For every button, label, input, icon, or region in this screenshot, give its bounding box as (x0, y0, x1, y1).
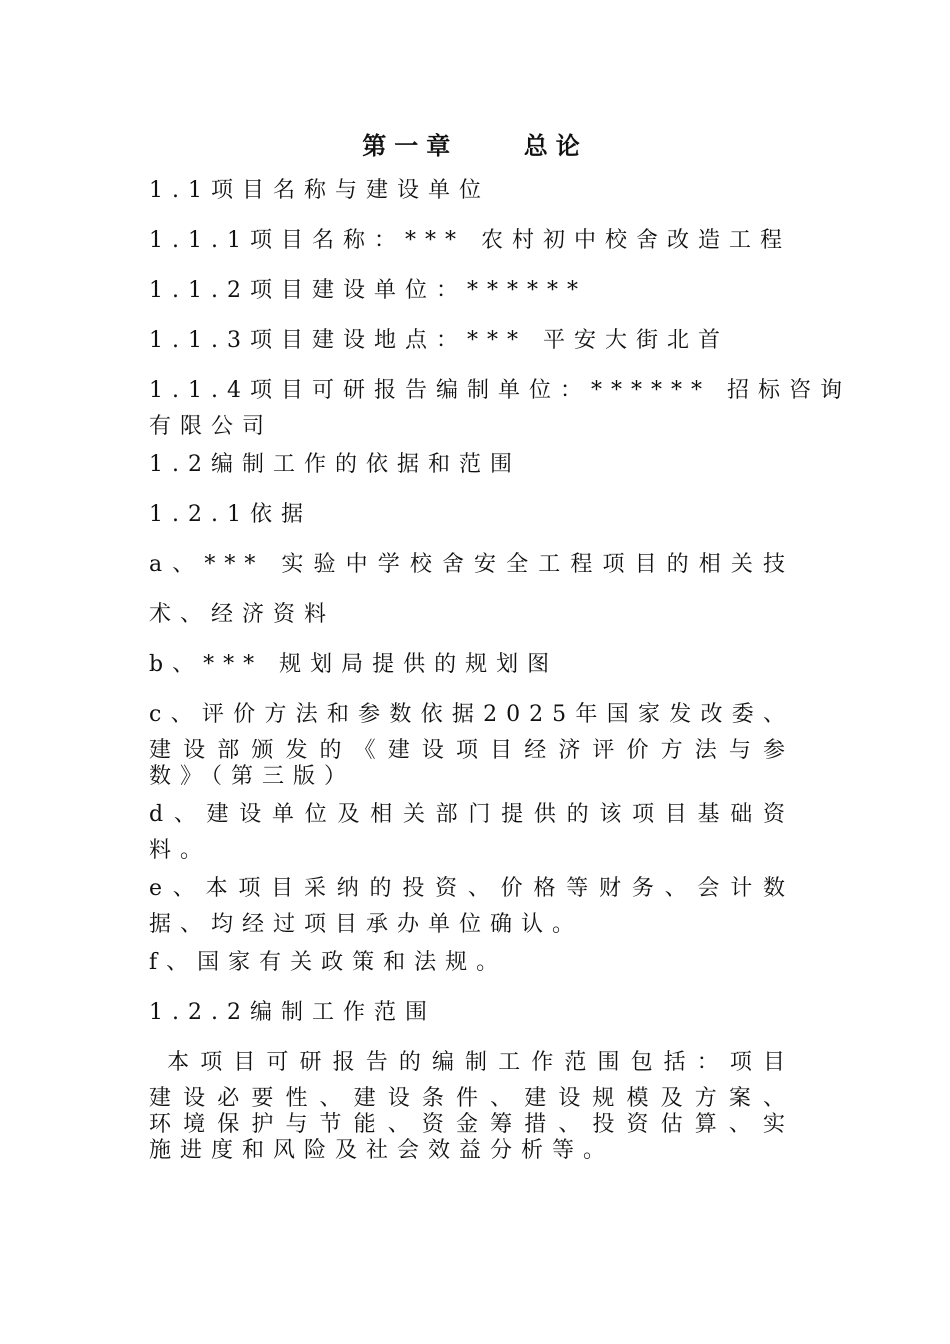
basis-e-line-1: e、本项目采纳的投资、价格等财务、会计数 (149, 876, 794, 901)
basis-f: f、国家有关政策和法规。 (149, 950, 508, 975)
scope-line-4: 施进度和风险及社会效益分析等。 (149, 1138, 615, 1163)
section-1-2-heading: 1.2编制工作的依据和范围 (149, 452, 521, 477)
scope-line-3: 环境保护与节能、资金筹措、投资估算、实 (149, 1112, 794, 1137)
section-1-2-1-heading: 1.2.1依据 (149, 502, 312, 527)
section-1-2-2-heading: 1.2.2编制工作范围 (149, 1000, 436, 1025)
basis-a-line-1: a、*** 实验中学校舍安全工程项目的相关技 (149, 552, 794, 577)
project-location: 1.1.3项目建设地点：*** 平安大街北首 (149, 328, 729, 353)
report-compiler-line-1: 1.1.4项目可研报告编制单位：****** 招标咨询 (149, 378, 851, 403)
basis-c-line-2: 建设部颁发的《建设项目经济评价方法与参 (149, 738, 794, 763)
report-compiler-line-2: 有限公司 (149, 414, 274, 439)
chapter-title: 第一章 总论 (362, 131, 588, 160)
basis-b: b、*** 规划局提供的规划图 (149, 652, 559, 677)
scope-line-1: 本项目可研报告的编制工作范围包括：项目 (149, 1050, 794, 1075)
project-name: 1.1.1项目名称：*** 农村初中校舍改造工程 (149, 228, 791, 253)
basis-e-line-2: 据、均经过项目承办单位确认。 (149, 912, 584, 937)
section-1-1-heading: 1.1项目名称与建设单位 (149, 178, 490, 203)
basis-d-line-1: d、建设单位及相关部门提供的该项目基础资 (149, 802, 794, 827)
scope-line-2: 建设必要性、建设条件、建设规模及方案、 (149, 1086, 794, 1111)
basis-c-line-1: c、评价方法和参数依据2025年国家发改委、 (149, 702, 794, 727)
basis-c-line-3: 数》（第三版） (149, 764, 356, 789)
basis-d-line-2: 料。 (149, 838, 212, 863)
project-builder: 1.1.2项目建设单位：****** (149, 278, 587, 303)
basis-a-line-2: 术、经济资料 (149, 602, 336, 627)
